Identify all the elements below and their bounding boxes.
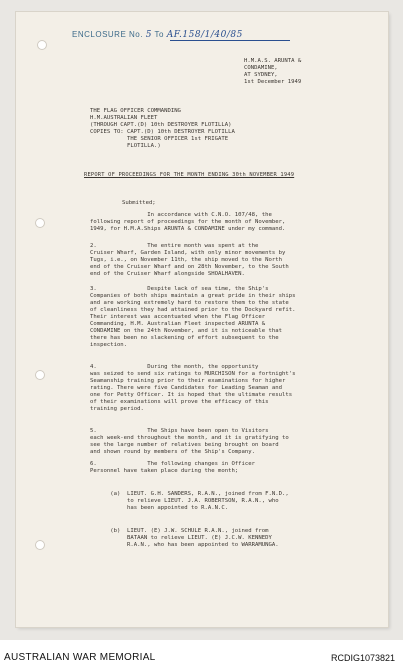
paragraph-line: 3. Despite lack of sea time, the Ship's [90, 286, 269, 292]
paragraph-line: (a) LIEUT. G.H. SANDERS, R.A.N., joined from F.N.D., [90, 491, 289, 497]
addressee-line: THE SENIOR OFFICER 1st FRIGATE [90, 136, 229, 142]
paragraph-line: to relieve LIEUT. J.A. ROBERTSON, R.A.N., who [90, 498, 279, 504]
archive-name: AUSTRALIAN WAR MEMORIAL [4, 652, 156, 663]
addressee-line: (THROUGH CAPT.(D) 10th DESTROYER FLOTILLA) [90, 122, 232, 128]
paragraph-line: Companies of both ships maintain a great pride in their ships [90, 293, 296, 299]
paragraph-line: In accordance with C.N.O. 107/48, the [90, 212, 272, 218]
addressee-line: H.M.AUSTRALIAN FLEET [90, 115, 158, 121]
paragraph-line: end of the Cruiser Wharf and on 28th November, to the South [90, 264, 289, 270]
paragraph-line: of cleanliness they had attained prior to the Dockyard refit. [90, 307, 296, 313]
punch-hole [35, 540, 45, 550]
paragraph-line: Cruiser Wharf, Garden Island, with only minor movements by [90, 250, 286, 256]
paragraph-line: 2. The entire month was spent at the [90, 243, 259, 249]
enclosure-ref: AF.158/1/40/85 [166, 30, 243, 40]
paragraph-line: of their examinations will prove the efficacy of this [90, 399, 269, 405]
stamp-underline [170, 40, 290, 41]
paragraph-line: CONDAMINE on the 24th November, and it is noticeable that [90, 328, 282, 334]
paragraph-line: has been appointed to R.A.N.C. [90, 505, 229, 511]
enclosure-number: 5 [145, 30, 152, 40]
paragraph-line: and shown round by members of the Ship's Company. [90, 449, 256, 455]
addressee-line: FLOTILLA.) [90, 143, 161, 149]
paragraph-line: 4. During the month, the opportunity [90, 364, 259, 370]
paragraph-line: 5. The Ships have been open to Visitors [90, 428, 269, 434]
header-line: H.M.A.S. ARUNTA & [244, 58, 302, 64]
archive-reference: RCDIG1073821 [330, 653, 395, 663]
paragraph-line: rating. There were five Candidates for Leading Seaman and [90, 385, 282, 391]
punch-hole [35, 218, 45, 228]
header-date: 1st December 1949 [244, 79, 302, 85]
paragraph-line: 1949, for H.M.A.Ships ARUNTA & CONDAMINE under my command. [90, 226, 286, 232]
paragraph-line: BATAAN to relieve LIEUT. (E) J.C.W. KENNEDY [90, 535, 272, 541]
enclosure-label: ENCLOSURE No. [72, 30, 143, 39]
paragraph-line: 6. The following changes in Officer [90, 461, 256, 467]
enclosure-to: To [154, 30, 164, 39]
paragraph-line: (b) LIEUT. (E) J.W. SCHULE R.A.N., joined from [90, 528, 269, 534]
paragraph-line: Seamanship training prior to their examinations for higher [90, 378, 286, 384]
paragraph-line: inspection. [90, 342, 128, 348]
paragraph-line: Their interest was accentuated when the Flag Officer [90, 314, 266, 320]
report-title: REPORT OF PROCEEDINGS FOR THE MONTH ENDING 30th NOVEMBER 1949 [84, 172, 295, 178]
paragraph-line: Commanding, H.M. Australian Fleet inspected ARUNTA & [90, 321, 266, 327]
archive-footer [0, 640, 403, 666]
punch-hole [35, 370, 45, 380]
header-line: AT SYDNEY, [244, 72, 278, 78]
paragraph-line: and are working extremely hard to restore them to the state [90, 300, 289, 306]
paragraph-line: one for Petty Officer. It is hoped that the ultimate results [90, 392, 293, 398]
salutation: Submitted; [122, 200, 156, 206]
paragraph-line: end of the Cruiser Wharf alongside SHOALHAVEN. [90, 271, 245, 277]
paragraph-line: Personnel have taken place during the month; [90, 468, 239, 474]
paragraph-line: following report of proceedings for the month of November, [90, 219, 286, 225]
paragraph-line: R.A.N., who has been appointed to WARRAMUNGA. [90, 542, 279, 548]
addressee-line: THE FLAG OFFICER COMMANDING [90, 108, 181, 114]
paragraph-line: was seized to send six ratings to MURCHISON for a fortnight's [90, 371, 296, 377]
enclosure-stamp [72, 30, 243, 40]
addressee-line: COPIES TO: CAPT.(D) 10th DESTROYER FLOTILLA [90, 129, 235, 135]
header-line: CONDAMINE, [244, 65, 278, 71]
punch-hole [37, 40, 47, 50]
paragraph-line: each week-end throughout the month, and it is gratifying to [90, 435, 289, 441]
paragraph-line: Tugs, i.e., on November 11th, the ship moved to the North [90, 257, 282, 263]
paragraph-line: see the large number of relatives being brought on board [90, 442, 279, 448]
paragraph-line: there has been no slackening of effort subsequent to the [90, 335, 279, 341]
paragraph-line: training period. [90, 406, 144, 412]
